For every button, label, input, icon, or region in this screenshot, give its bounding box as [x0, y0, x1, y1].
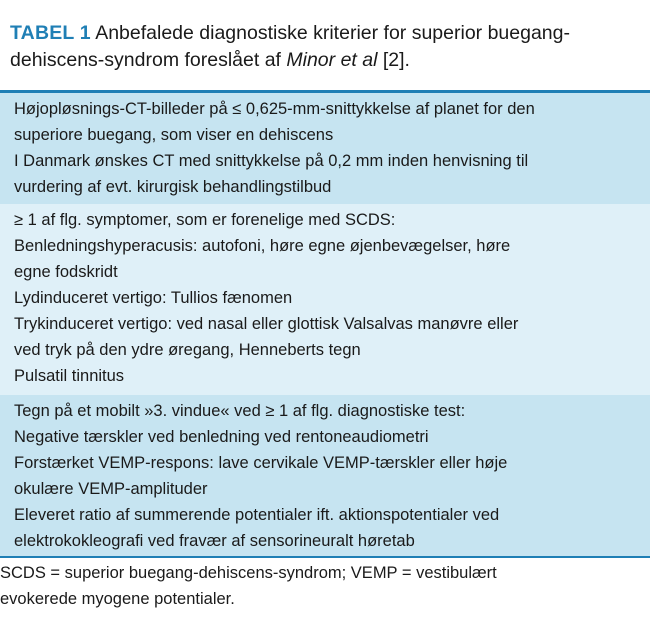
row-line: Benledningshyperacusis: autofoni, høre egne øjenbevægelser, høre	[14, 237, 511, 255]
row-line: superiore buegang, som viser en dehiscens	[14, 126, 334, 144]
footnote-line: evokerede myogene potentialer.	[0, 590, 235, 608]
bottom-rule	[0, 556, 650, 558]
row-line: Eleveret ratio af summerende potentialer ift. aktionspotentialer ved	[14, 506, 500, 524]
row-line: elektrokokleografi ved fravær af sensorineuralt høretab	[14, 532, 415, 550]
table-caption	[0, 0, 650, 71]
caption-title: Anbefalede diagnostiske kriterier for superior buegang-dehiscens-syndrom foreslået af	[10, 22, 570, 71]
row-line: ≥ 1 af flg. symptomer, som er forenelige med SCDS:	[14, 211, 396, 229]
caption-reference: [2].	[377, 49, 410, 71]
row-line: Negative tærskler ved benledning ved rentoneaudiometri	[14, 428, 429, 446]
row-line: I Danmark ønskes CT med snittykkelse på 0,2 mm inden henvisning til	[14, 152, 529, 170]
row-line: Forstærket VEMP-respons: lave cervikale VEMP-tærskler eller høje	[14, 454, 508, 472]
table-row-ct-criteria	[0, 93, 650, 204]
row-line: okulære VEMP-amplituder	[14, 480, 208, 498]
row-line: Højopløsnings-CT-billeder på ≤ 0,625-mm-snittykkelse af planet for den	[14, 100, 535, 118]
table-row-symptoms	[0, 204, 650, 395]
table-footnote	[0, 560, 650, 612]
row-line: ved tryk på den ydre øregang, Henneberts tegn	[14, 341, 361, 359]
footnote-line: SCDS = superior buegang-dehiscens-syndrom; VEMP = vestibulært	[0, 564, 497, 582]
row-line: Pulsatil tinnitus	[14, 367, 125, 385]
row-line: Lydinduceret vertigo: Tullios fænomen	[14, 289, 293, 307]
row-line: Tegn på et mobilt »3. vindue« ved ≥ 1 af flg. diagnostiske test:	[14, 402, 466, 420]
row-line: Trykinduceret vertigo: ved nasal eller glottisk Valsalvas manøvre eller	[14, 315, 519, 333]
caption-author: Minor et al	[286, 49, 378, 71]
table-label: TABEL 1	[10, 22, 91, 44]
row-line: egne fodskridt	[14, 263, 118, 281]
table-row-diagnostic-tests	[0, 395, 650, 556]
row-line: vurdering af evt. kirurgisk behandlingstilbud	[14, 178, 332, 196]
